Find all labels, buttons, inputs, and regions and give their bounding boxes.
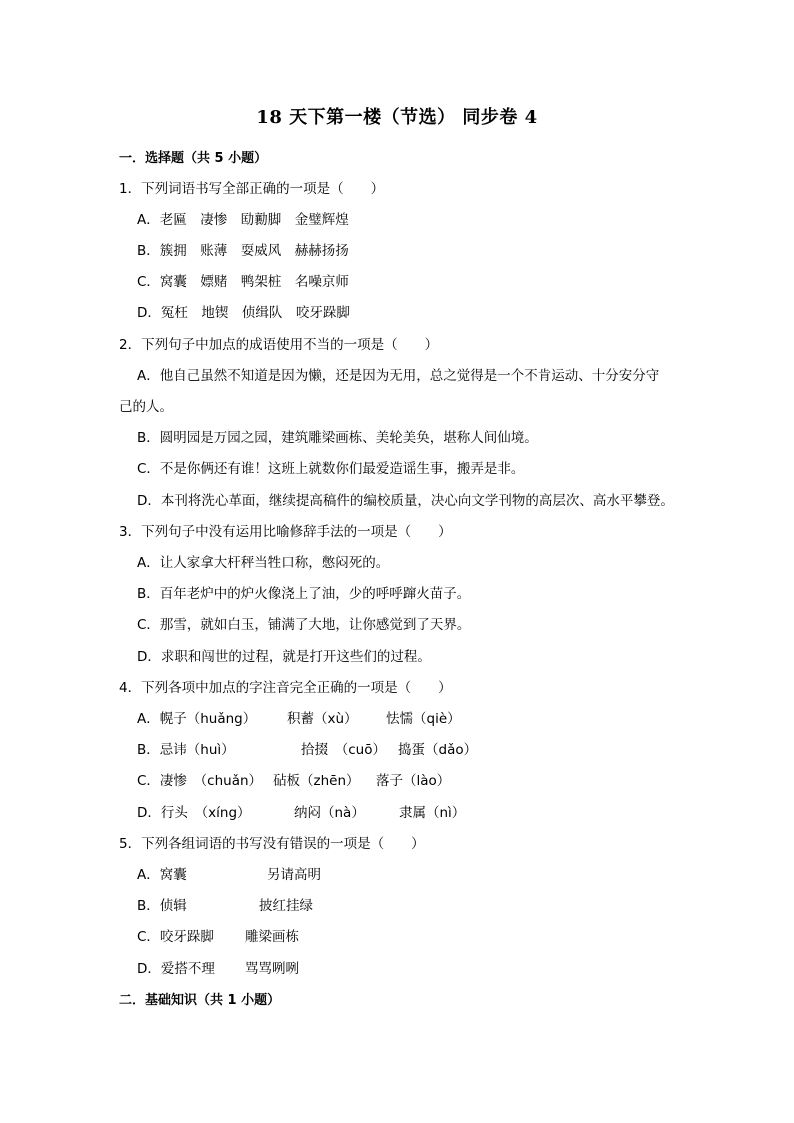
- question-2-option-c: C．不是你俩还有谁！这班上就数你们最爱造谣生事，搬弄是非。: [137, 461, 525, 477]
- option-c-item-2: 砧板（zhēn）: [273, 773, 360, 789]
- question-4-option-a: [137, 707, 461, 727]
- option-a-word-1: A．窝囊: [137, 867, 187, 883]
- option-d-word-1: D．爱搭不理: [137, 961, 215, 977]
- question-1-option-c: C．窝囊 嫖赌 鸭架桩 名噪京师: [137, 274, 349, 290]
- question-1-option-a: A．老匾 凄惨 劻勷脚 金璧辉煌: [137, 212, 349, 228]
- question-4-option-b: [137, 738, 477, 758]
- question-3-stem: 3．下列句子中没有运用比喻修辞手法的一项是（ ）: [119, 524, 452, 540]
- question-5-option-a: [137, 863, 321, 883]
- question-4-stem: 4．下列各项中加点的字注音完全正确的一项是（ ）: [119, 680, 452, 696]
- option-c-item-1: C．凄惨 （chuǎn）: [137, 773, 263, 789]
- question-2-option-b: B．圆明园是万园之园，建筑雕梁画栋、美轮美奂，堪称人间仙境。: [137, 430, 538, 446]
- question-2-option-a-line1: A．他自己虽然不知道是因为懒，还是因为无用，总之觉得是一个不肯运动、十分安分守: [137, 368, 660, 384]
- question-5-option-c: [137, 925, 299, 945]
- question-4-option-c: [137, 769, 450, 789]
- question-1-option-b: B．簇拥 账薄 耍威风 赫赫扬扬: [137, 243, 349, 259]
- option-a-word-2: 另请高明: [267, 867, 321, 883]
- question-2-option-a-line2: 己的人。: [119, 399, 173, 415]
- question-1-option-d: D．冤枉 地锲 侦缉队 咬牙跺脚: [137, 305, 350, 321]
- question-4-option-d: [137, 801, 465, 821]
- question-2-stem: 2．下列句子中加点的成语使用不当的一项是（ ）: [119, 337, 439, 353]
- question-1-stem: 1．下列词语书写全部正确的一项是（ ）: [119, 181, 385, 197]
- question-3-option-c: C．那雪，就如白玉，铺满了大地，让你感觉到了天界。: [137, 617, 471, 633]
- section-heading-choice: 一．选择题（共 5 小题）: [119, 151, 268, 166]
- option-d-item-1: D．行头 （xíng）: [137, 805, 251, 821]
- question-2-option-d: D．本刊将洗心革面，继续提高稿件的编校质量，决心向文学刊物的高层次、高水平攀登。: [137, 493, 674, 509]
- option-d-item-2: 纳闷（nà）: [294, 805, 365, 821]
- question-5-option-b: [137, 894, 313, 914]
- option-d-item-3: 隶属（nì）: [399, 805, 466, 821]
- question-3-option-d: D．求职和闯世的过程，就是打开这些们的过程。: [137, 649, 431, 665]
- question-3-option-a: A．让人家拿大杆秤当牲口称，憋闷死的。: [137, 555, 390, 571]
- option-b-word-2: 披红挂绿: [259, 898, 313, 914]
- question-3-option-b: B．百年老炉中的炉火像浇上了油，少的呼呼蹿火苗子。: [137, 586, 471, 602]
- option-b-item-2: 拾掇 （cuō）: [301, 742, 386, 758]
- question-5-stem: 5．下列各组词语的书写没有错误的一项是（ ）: [119, 836, 425, 852]
- option-d-word-2: 骂骂咧咧: [245, 961, 299, 977]
- option-a-item-1: A．幌子（huǎng）: [137, 711, 257, 727]
- option-b-item-1: B．忌讳（huì）: [137, 742, 235, 758]
- option-b-word-1: B．侦辑: [137, 898, 187, 914]
- option-c-word-2: 雕梁画栋: [245, 929, 299, 945]
- option-a-item-3: 怯懦（qiè）: [386, 711, 461, 727]
- option-c-word-1: C．咬牙跺脚: [137, 929, 214, 945]
- question-5-option-d: [137, 957, 299, 977]
- section-heading-basics: 二．基础知识（共 1 小题）: [119, 993, 281, 1008]
- option-a-item-2: 积蓄（xù）: [287, 711, 358, 727]
- option-c-item-3: 落子（lào）: [376, 773, 451, 789]
- option-b-item-3: 捣蛋（dǎo）: [398, 742, 478, 758]
- page-title: 18 天下第一楼（节选） 同步卷 4: [256, 107, 538, 128]
